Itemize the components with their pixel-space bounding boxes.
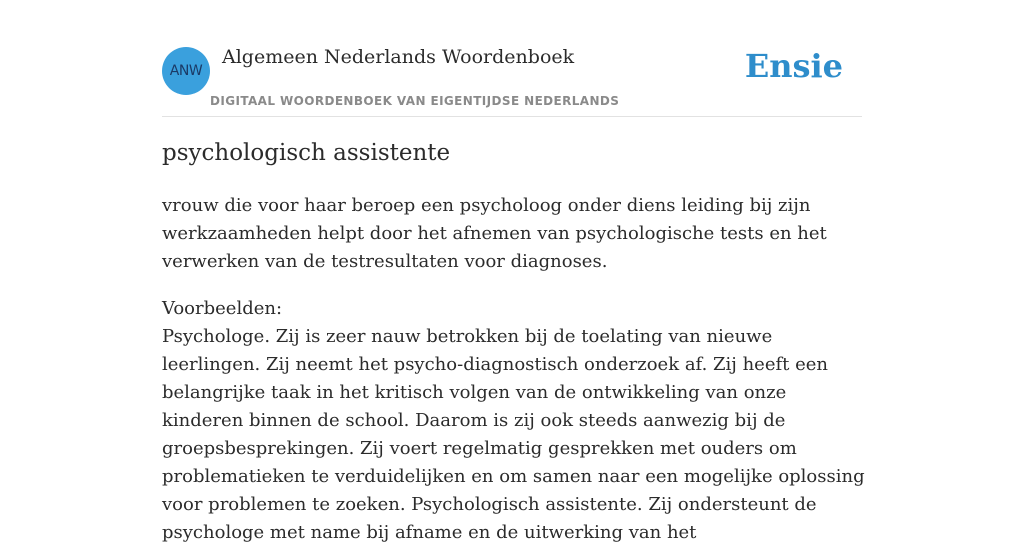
ensie-brand-logo[interactable]: Ensie — [744, 47, 843, 85]
site-subtitle: DIGITAAL WOORDENBOEK VAN EIGENTIJDSE NEDERLANDS — [210, 94, 620, 108]
examples-label: Voorbeelden: — [162, 298, 283, 319]
headword: psychologisch assistente — [162, 140, 451, 166]
examples-text: Psychologe. Zij is zeer nauw betrokken bij de toelating van nieuwe leerlingen. Zij neemt het psycho-diagnostisch onderzoek af. Zij heeft een belangrijke taak in het kritisch volgen van de ontwikkeling van onze kinderen binnen de school. Daarom is zij ook steeds aanwezig bij de groepsbesprekingen. Zij voert regelmatig gesprekken met ouders om problematieken te verduidelijken en om samen naar een mogelijke oplossing voor problemen te zoeken. Psychologisch assistente. Zij ondersteunt de psychologe met name bij afname en de uitwerking van het — [162, 326, 865, 543]
examples-section — [162, 295, 866, 547]
anw-logo[interactable]: ANW — [162, 47, 210, 95]
definition: vrouw die voor haar beroep een psycholoog onder diens leiding bij zijn werkzaamheden helpt door het afnemen van psychologische tests en het verwerken van de testresultaten voor diagnoses. — [162, 195, 827, 272]
header — [162, 0, 862, 117]
entry-card — [162, 0, 865, 543]
site-title[interactable]: Algemeen Nederlands Woordenboek — [222, 46, 575, 68]
